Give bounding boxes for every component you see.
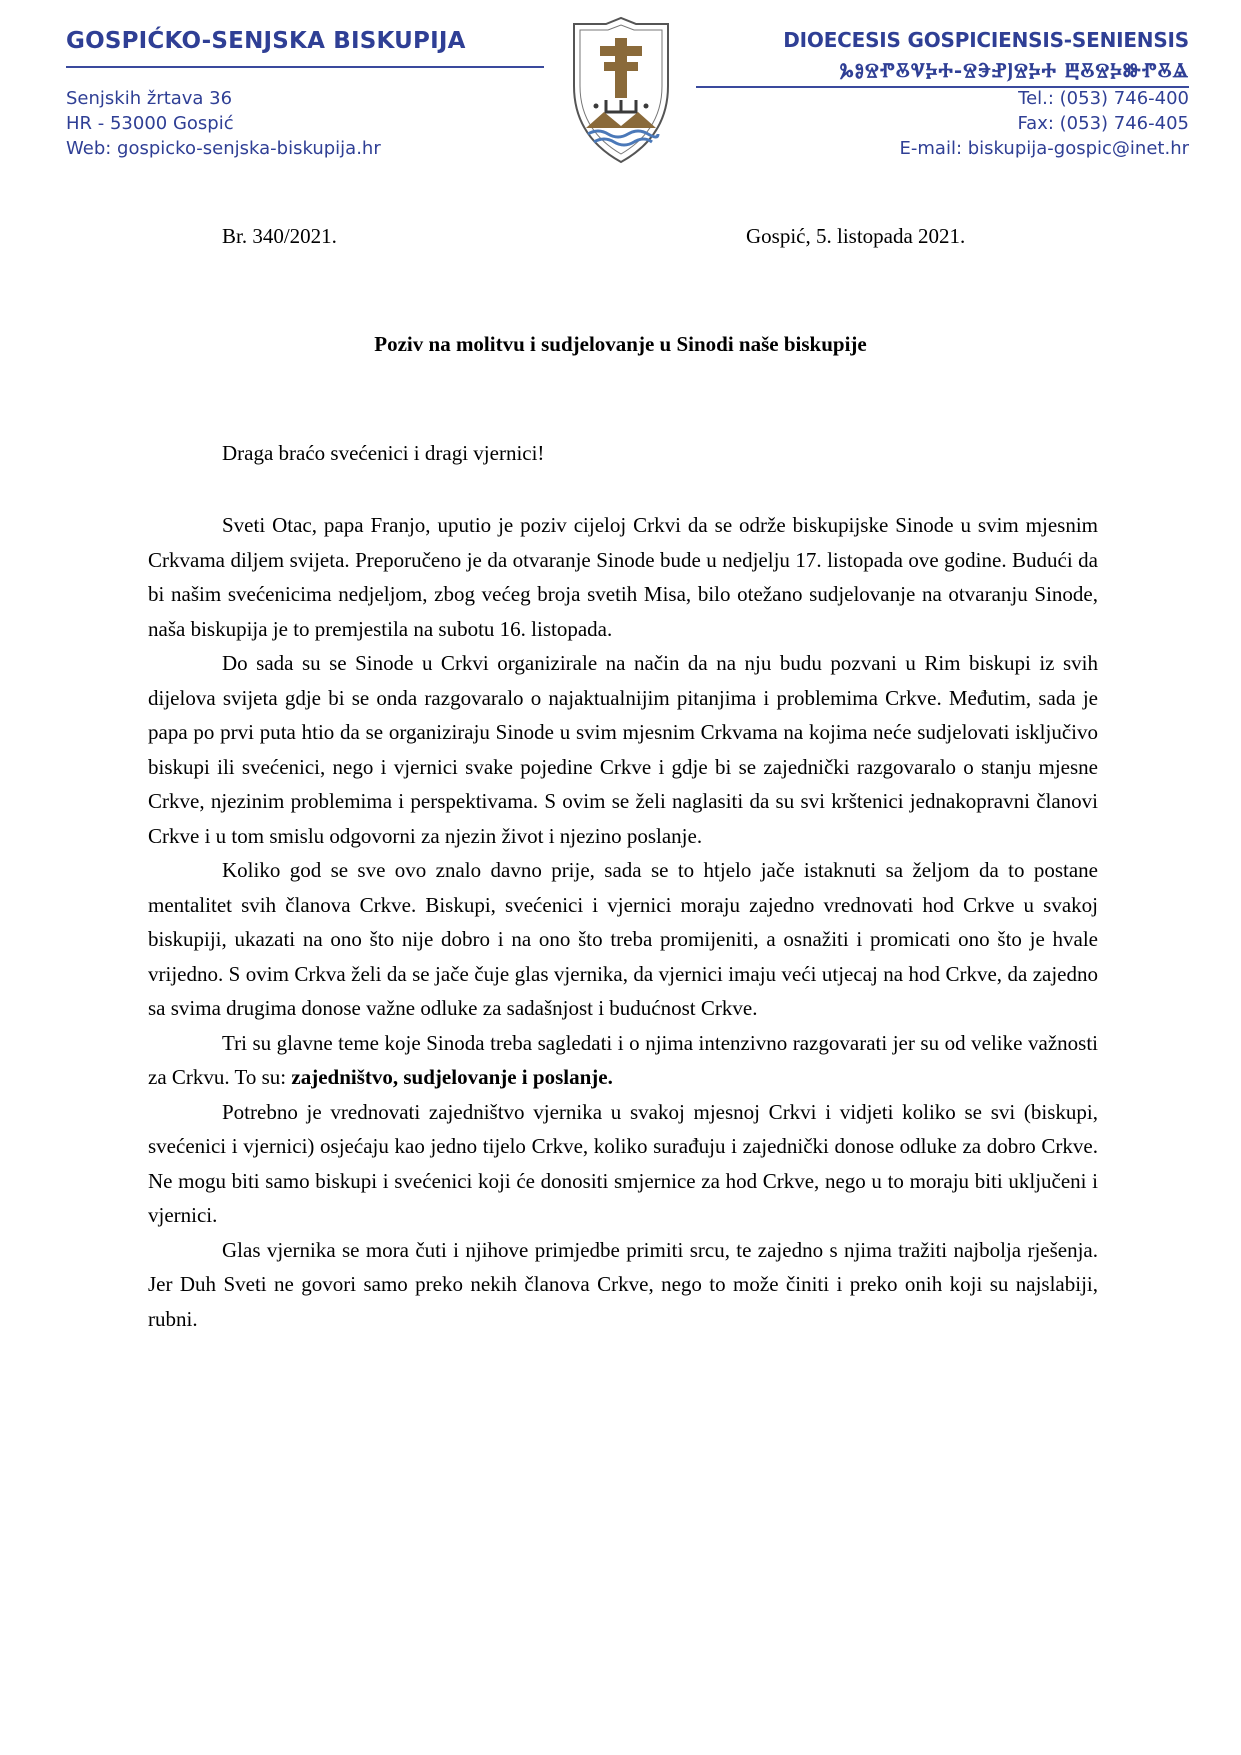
diocese-name-croatian: GOSPIĆKO-SENJSKA BISKUPIJA [66, 28, 466, 54]
address-street: Senjskih žrtava 36 [66, 88, 233, 109]
diocese-name-glagolitic: ⰃⰑⰔⰒⰋⰜⰍⰀ-ⰔⰅⰐⰬⰔⰍⰀ ⰁⰋⰔⰍⰖⰒⰋⰡ [839, 58, 1189, 82]
letterhead-contact [900, 86, 1189, 161]
letterhead-address [66, 86, 381, 161]
letter-greeting: Draga braćo svećenici i dragi vjernici! [222, 441, 545, 465]
letterhead-left [66, 28, 536, 54]
body-paragraph-themes [148, 1026, 1098, 1095]
letter-title: Poziv na molitvu i sudjelovanje u Sinodi naše biskupije [374, 332, 867, 356]
body-paragraph: Potrebno je vrednovati zajedništvo vjernika u svakoj mjesnoj Crkvi i vidjeti koliko se svi (biskupi, svećenici i vjernici) osjećaju kao jedno tijelo Crkve, koliko surađuju i zajednički donose odluke za dobro Crkve. Ne mogu biti samo biskupi i svećenici koji će donositi smjernice za hod Crkve, nego u to moraju biti uključeni i vjernici. [148, 1099, 1098, 1227]
contact-fax: Fax: (053) 746-405 [1017, 113, 1189, 134]
letter-date: Gospić, 5. listopada 2021. [746, 224, 966, 248]
body-paragraph: Glas vjernika se mora čuti i njihove primjedbe primiti srcu, te zajedno s njima tražiti najbolja rješenja. Jer Duh Sveti ne govori samo preko nekih članova Crkve, nego to može činiti i preko onih koji su najslabiji, rubni. [148, 1237, 1098, 1331]
body-paragraph: Do sada su se Sinode u Crkvi organizirale na način da na nju budu pozvani u Rim biskupi iz svih dijelova svijeta gdje bi se onda razgovaralo o najaktualnijim pitanjima i problemima Crkve. Međutim, sada je papa po prvi puta htio da se organiziraju Sinode u svim mjesnim Crkvama na kojima neće sudjelovati isključivo biskupi ili svećenici, nego i vjernici svake pojedine Crkve i gdje bi se zajednički razgovaralo o stanju mjesne Crkve, njezinim problemima i perspektivama. S ovim se želi naglasiti da su svi krštenici jednakopravni članovi Crkve i u tom smislu odgovorni za njezin život i njezino poslanje. [148, 651, 1098, 848]
contact-tel: Tel.: (053) 746-400 [1018, 88, 1189, 109]
letterhead-right [783, 28, 1189, 52]
letter-body [148, 508, 1098, 1336]
diocese-crest-icon [566, 16, 676, 164]
reference-number: Br. 340/2021. [222, 224, 337, 248]
letterhead-rule-left [66, 66, 544, 68]
body-paragraph: Koliko god se sve ovo znalo davno prije, sada se to htjelo jače istaknuti sa željom da to postane mentalitet svih članova Crkve. Biskupi, svećenici i vjernici moraju zajedno vrednovati hod Crkve u svakoj biskupiji, ukazati na ono što nije dobro i na ono što treba promijeniti, a osnažiti i promicati ono što je hvale vrijedno. S ovim Crkva želi da se jače čuje glas vjernika, da vjernici imaju veći utjecaj na hod Crkve, da zajedno sa svima drugima donose važne odluke za sadašnjost i budućnost Crkve. [148, 858, 1098, 1020]
address-web: Web: gospicko-senjska-biskupija.hr [66, 138, 381, 159]
themes-bold: zajedništvo, sudjelovanje i poslanje. [291, 1065, 613, 1089]
contact-email: E-mail: biskupija-gospic@inet.hr [899, 138, 1189, 159]
themes-intro: Tri su glavne teme koje Sinoda treba sagledati i o njima intenzivno razgovarati jer su od velike važnosti za Crkvu. To su: [148, 1030, 1098, 1089]
diocese-name-latin: DIOECESIS GOSPICIENSIS-SENIENSIS [783, 28, 1189, 52]
address-city: HR - 53000 Gospić [66, 113, 234, 134]
body-paragraph: Sveti Otac, papa Franjo, uputio je poziv cijeloj Crkvi da se održe biskupijske Sinode u svim mjesnim Crkvama diljem svijeta. Preporučeno je da otvaranje Sinode bude u nedjelju 17. listopada ove godine. Budući da bi našim svećenicima nedjeljom, zbog većeg broja svetih Misa, bilo otežano sudjelovanje na otvaranju Sinode, naša biskupija je to premjestila na subotu 16. listopada. [148, 513, 1098, 641]
